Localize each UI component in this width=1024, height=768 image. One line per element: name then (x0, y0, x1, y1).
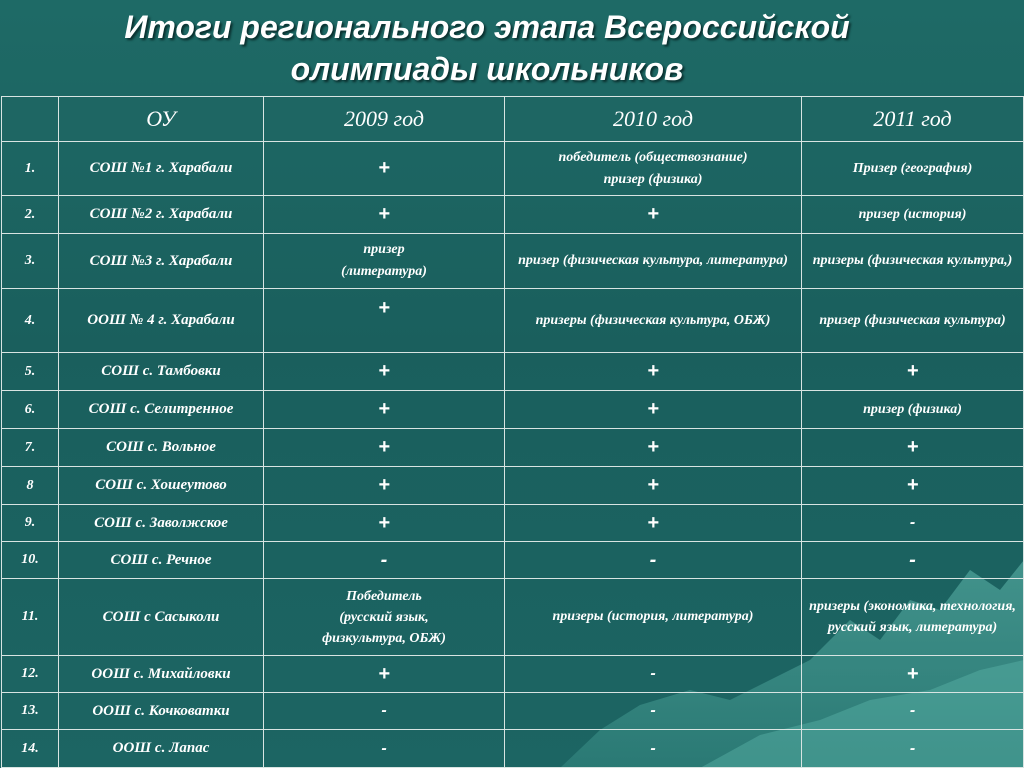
school-name: СОШ с. Селитренное (59, 391, 264, 429)
school-name: СОШ №1 г. Харабали (59, 142, 264, 196)
row-number: 11. (2, 579, 59, 656)
result-2009: + (264, 289, 505, 353)
row-number: 14. (2, 730, 59, 768)
school-name: СОШ с. Речное (59, 542, 264, 579)
result-2010: + (505, 505, 802, 542)
school-name: СОШ с Сасыколи (59, 579, 264, 656)
table-row (2, 289, 1024, 353)
result-2009: - (264, 693, 505, 730)
result-2010: + (505, 429, 802, 467)
school-name: СОШ №3 г. Харабали (59, 234, 264, 289)
page-title (0, 0, 1024, 96)
header-2009: 2009 год (264, 97, 505, 142)
table-row (2, 579, 1024, 656)
result-2009: + (264, 196, 505, 234)
table-header-row (2, 97, 1024, 142)
result-2009: + (264, 353, 505, 391)
result-2010: призер (физическая культура, литература) (505, 234, 802, 289)
table-row (2, 196, 1024, 234)
table-row (2, 142, 1024, 196)
result-2010: победитель (обществознание) призер (физика) (505, 142, 802, 196)
row-number: 1. (2, 142, 59, 196)
result-2011: призер (физика) (802, 391, 1024, 429)
row-number: 10. (2, 542, 59, 579)
result-2009: + (264, 467, 505, 505)
school-name: СОШ с. Заволжское (59, 505, 264, 542)
row-number: 13. (2, 693, 59, 730)
result-2011: призер (история) (802, 196, 1024, 234)
row-number: 7. (2, 429, 59, 467)
result-2011: + (802, 467, 1024, 505)
result-2009: - (264, 542, 505, 579)
table-row (2, 429, 1024, 467)
school-name: СОШ с. Тамбовки (59, 353, 264, 391)
header-2011: 2011 год (802, 97, 1024, 142)
school-name: СОШ №2 г. Харабали (59, 196, 264, 234)
result-2009: Победитель (русский язык, физкультура, ОБЖ) (264, 579, 505, 656)
title-line-2: олимпиады школьников (290, 51, 684, 87)
school-name: ООШ с. Михайловки (59, 656, 264, 693)
result-2010: + (505, 391, 802, 429)
result-2011: - (802, 693, 1024, 730)
result-2011: - (802, 730, 1024, 768)
result-2010: + (505, 467, 802, 505)
result-2011: Призер (география) (802, 142, 1024, 196)
result-2009: + (264, 505, 505, 542)
table-row (2, 353, 1024, 391)
result-2010: призеры (физическая культура, ОБЖ) (505, 289, 802, 353)
row-number: 6. (2, 391, 59, 429)
result-2011: + (802, 656, 1024, 693)
row-number: 8 (2, 467, 59, 505)
table-row (2, 391, 1024, 429)
school-name: ООШ с. Кочковатки (59, 693, 264, 730)
row-number: 3. (2, 234, 59, 289)
row-number: 2. (2, 196, 59, 234)
table-row (2, 656, 1024, 693)
result-2011: + (802, 353, 1024, 391)
school-name: СОШ с. Вольное (59, 429, 264, 467)
school-name: ООШ с. Лапас (59, 730, 264, 768)
result-2009: + (264, 429, 505, 467)
row-number: 12. (2, 656, 59, 693)
result-2011: призеры (экономика, технология, русский язык, литература) (802, 579, 1024, 656)
result-2009: + (264, 391, 505, 429)
table-row (2, 730, 1024, 768)
result-2010: - (505, 542, 802, 579)
result-2009: призер (литература) (264, 234, 505, 289)
school-name: ООШ № 4 г. Харабали (59, 289, 264, 353)
result-2011: призеры (физическая культура,) (802, 234, 1024, 289)
row-number: 9. (2, 505, 59, 542)
result-2010: - (505, 693, 802, 730)
header-2010: 2010 год (505, 97, 802, 142)
row-number: 4. (2, 289, 59, 353)
result-2010: - (505, 656, 802, 693)
result-2010: призеры (история, литература) (505, 579, 802, 656)
row-number: 5. (2, 353, 59, 391)
title-line-1: Итоги регионального этапа Всероссийской (124, 9, 850, 45)
table-row (2, 505, 1024, 542)
header-number (2, 97, 59, 142)
table-row (2, 693, 1024, 730)
result-2010: + (505, 353, 802, 391)
result-2011: - (802, 505, 1024, 542)
olympiad-results-table (1, 96, 1024, 768)
table-row (2, 467, 1024, 505)
result-2011: призер (физическая культура) (802, 289, 1024, 353)
result-2009: + (264, 656, 505, 693)
result-2011: - (802, 542, 1024, 579)
result-2010: + (505, 196, 802, 234)
result-2010: - (505, 730, 802, 768)
table-row (2, 234, 1024, 289)
result-2009: - (264, 730, 505, 768)
header-school: ОУ (59, 97, 264, 142)
result-2011: + (802, 429, 1024, 467)
result-2009: + (264, 142, 505, 196)
school-name: СОШ с. Хошеутово (59, 467, 264, 505)
table-row (2, 542, 1024, 579)
